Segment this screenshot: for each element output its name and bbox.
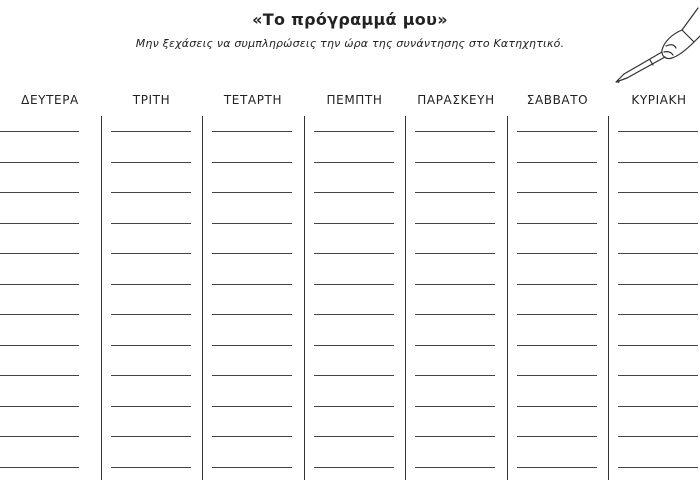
entry-line[interactable]: [0, 131, 79, 132]
entry-line[interactable]: [0, 314, 79, 315]
entry-line[interactable]: [314, 253, 394, 254]
entry-line[interactable]: [517, 375, 597, 376]
entry-line[interactable]: [517, 406, 597, 407]
entry-line[interactable]: [415, 375, 495, 376]
entry-line[interactable]: [517, 192, 597, 193]
entry-line[interactable]: [517, 436, 597, 437]
entry-line[interactable]: [618, 375, 698, 376]
entry-line[interactable]: [111, 131, 191, 132]
entry-line[interactable]: [212, 345, 292, 346]
entry-line[interactable]: [111, 436, 191, 437]
entry-line[interactable]: [415, 131, 495, 132]
day-header: ΔΕΥΤΕΡΑ: [21, 93, 79, 107]
entry-line[interactable]: [111, 192, 191, 193]
entry-line[interactable]: [0, 467, 79, 468]
day-header: ΠΑΡΑΣΚΕΥΗ: [417, 93, 495, 107]
entry-line[interactable]: [111, 375, 191, 376]
entry-line[interactable]: [111, 345, 191, 346]
entry-line[interactable]: [415, 192, 495, 193]
entry-line[interactable]: [212, 436, 292, 437]
entry-line[interactable]: [517, 345, 597, 346]
entry-line[interactable]: [618, 467, 698, 468]
entry-line[interactable]: [212, 406, 292, 407]
entry-line[interactable]: [111, 314, 191, 315]
column-divider: [304, 116, 305, 480]
page-subtitle: Μην ξεχάσεις να συμπληρώσεις την ώρα της συνάντησης στο Κατηχητικό.: [135, 37, 565, 50]
entry-line[interactable]: [314, 314, 394, 315]
entry-line[interactable]: [618, 253, 698, 254]
entry-line[interactable]: [618, 162, 698, 163]
entry-line[interactable]: [314, 345, 394, 346]
entry-line[interactable]: [212, 375, 292, 376]
column-divider: [608, 116, 609, 480]
entry-line[interactable]: [0, 284, 79, 285]
entry-line[interactable]: [212, 314, 292, 315]
entry-line[interactable]: [415, 253, 495, 254]
entry-line[interactable]: [111, 406, 191, 407]
entry-line[interactable]: [314, 467, 394, 468]
entry-line[interactable]: [415, 162, 495, 163]
entry-line[interactable]: [212, 162, 292, 163]
entry-line[interactable]: [314, 162, 394, 163]
entry-line[interactable]: [212, 131, 292, 132]
entry-line[interactable]: [517, 131, 597, 132]
day-header: ΤΕΤΑΡΤΗ: [223, 93, 283, 107]
day-header: ΚΥΡΙΑΚΗ: [631, 93, 687, 107]
entry-line[interactable]: [314, 436, 394, 437]
entry-line[interactable]: [415, 406, 495, 407]
entry-line[interactable]: [517, 162, 597, 163]
entry-line[interactable]: [0, 253, 79, 254]
entry-line[interactable]: [618, 406, 698, 407]
entry-line[interactable]: [415, 223, 495, 224]
page-title: «Το πρόγραμμά μου»: [252, 10, 448, 29]
entry-line[interactable]: [618, 345, 698, 346]
entry-line[interactable]: [314, 375, 394, 376]
entry-line[interactable]: [0, 375, 79, 376]
entry-line[interactable]: [415, 467, 495, 468]
entry-line[interactable]: [212, 192, 292, 193]
entry-line[interactable]: [212, 223, 292, 224]
entry-line[interactable]: [517, 284, 597, 285]
entry-line[interactable]: [618, 284, 698, 285]
entry-line[interactable]: [0, 436, 79, 437]
hand-writing-pen-icon: [610, 2, 700, 88]
entry-line[interactable]: [618, 314, 698, 315]
entry-line[interactable]: [212, 284, 292, 285]
entry-line[interactable]: [212, 253, 292, 254]
day-header: ΤΡΙΤΗ: [132, 93, 171, 107]
entry-line[interactable]: [314, 284, 394, 285]
entry-line[interactable]: [517, 253, 597, 254]
entry-line[interactable]: [0, 162, 79, 163]
entry-line[interactable]: [314, 406, 394, 407]
entry-line[interactable]: [517, 223, 597, 224]
column-divider: [202, 116, 203, 480]
entry-line[interactable]: [415, 284, 495, 285]
entry-line[interactable]: [111, 467, 191, 468]
entry-line[interactable]: [212, 467, 292, 468]
entry-line[interactable]: [517, 467, 597, 468]
entry-line[interactable]: [618, 223, 698, 224]
entry-line[interactable]: [0, 345, 79, 346]
entry-line[interactable]: [0, 192, 79, 193]
entry-line[interactable]: [618, 436, 698, 437]
entry-line[interactable]: [517, 314, 597, 315]
entry-line[interactable]: [415, 436, 495, 437]
entry-line[interactable]: [314, 223, 394, 224]
entry-line[interactable]: [415, 314, 495, 315]
entry-line[interactable]: [0, 406, 79, 407]
day-header: ΠΕΜΠΤΗ: [326, 93, 383, 107]
entry-line[interactable]: [0, 223, 79, 224]
entry-line[interactable]: [314, 192, 394, 193]
entry-line[interactable]: [415, 345, 495, 346]
column-divider: [101, 116, 102, 480]
column-divider: [507, 116, 508, 480]
entry-line[interactable]: [618, 131, 698, 132]
entry-line[interactable]: [111, 223, 191, 224]
entry-line[interactable]: [111, 284, 191, 285]
entry-line[interactable]: [111, 162, 191, 163]
column-divider: [405, 116, 406, 480]
entry-line[interactable]: [314, 131, 394, 132]
entry-line[interactable]: [111, 253, 191, 254]
day-header: ΣΑΒΒΑΤΟ: [526, 93, 589, 107]
entry-line[interactable]: [618, 192, 698, 193]
